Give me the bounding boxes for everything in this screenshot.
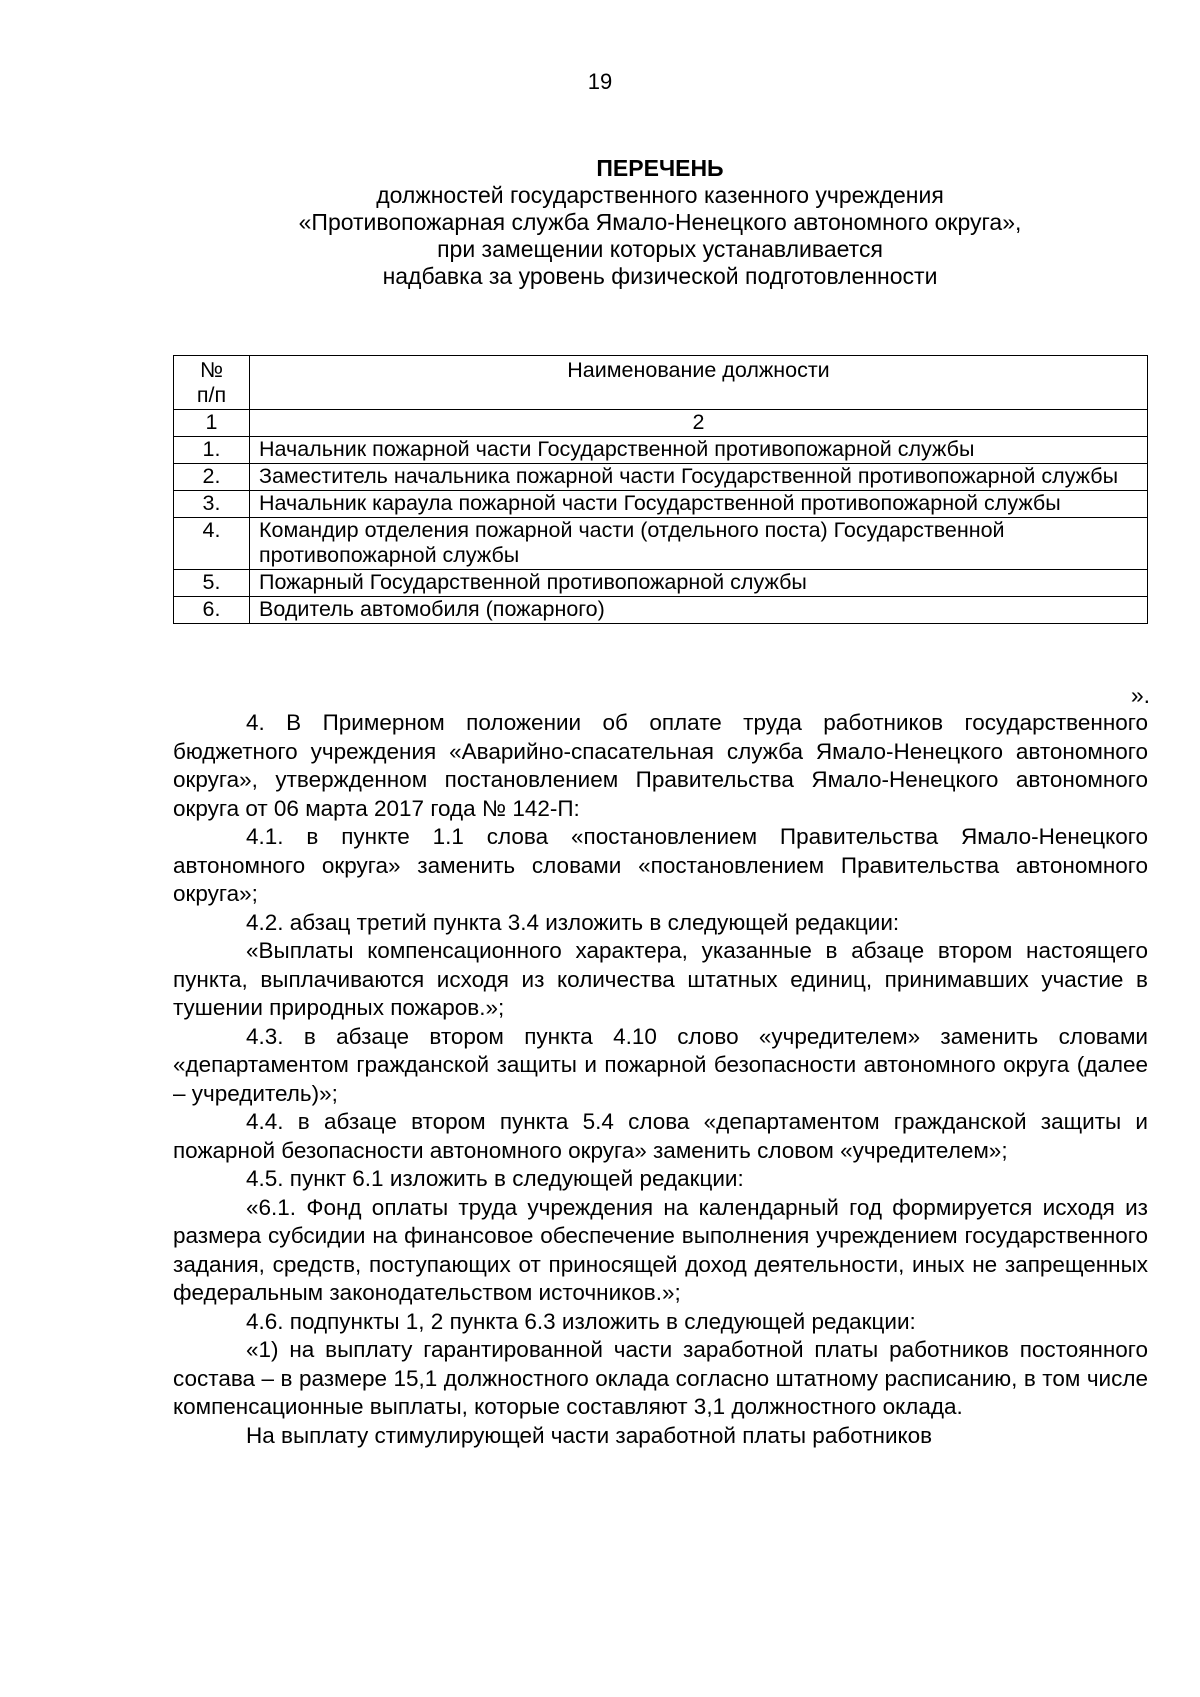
position-name: Командир отделения пожарной части (отдельного поста) Государственной противопожарной службы: [250, 518, 1148, 570]
header-num-cell: [174, 356, 250, 410]
paragraph: 4. В Примерном положении об оплате труда работников государственного бюджетного учреждения «Аварийно-спасательная служба Ямало-Ненецкого автономного округа», утвержденном постановлением Правительства Ямало-Ненецкого автономного округа от 06 марта 2017 года № 142-П:: [173, 710, 1148, 821]
paragraph: 4.3. в абзаце втором пункта 4.10 слово «учредителем» заменить словами «департаментом гражданской защиты и пожарной безопасности автономного округа (далее – учредитель)»;: [173, 1023, 1148, 1106]
paragraph: На выплату стимулирующей части заработной платы работников: [246, 1422, 933, 1448]
paragraph: «Выплаты компенсационного характера, указанные в абзаце втором настоящего пункта, выплачиваются исходя из количества штатных единиц, принимавших участие в тушении природных пожаров.»;: [173, 938, 1148, 1020]
table-row: [174, 437, 1148, 464]
position-name: Начальник пожарной части Государственной противопожарной службы: [250, 437, 1148, 464]
heading-line: при замещении которых устанавливается: [437, 236, 883, 262]
position-name: Начальник караула пожарной части Государственной противопожарной службы: [250, 491, 1148, 518]
heading-line: должностей государственного казенного учреждения: [376, 182, 944, 208]
document-title: ПЕРЕЧЕНЬ: [596, 155, 724, 181]
position-name: Заместитель начальника пожарной части Государственной противопожарной службы: [250, 464, 1148, 491]
position-name: Водитель автомобиля (пожарного): [250, 597, 1148, 624]
table-index-row: [174, 410, 1148, 437]
paragraph: 4.4. в абзаце втором пункта 5.4 слова «департаментом гражданской защиты и пожарной безопасности автономного округа» заменить словом «учредителем»;: [173, 1109, 1148, 1163]
closing-quote: ».: [1130, 682, 1150, 708]
header-num-line: №: [199, 358, 224, 382]
paragraph: «6.1. Фонд оплаты труда учреждения на календарный год формируется исходя из размера субсидии на финансовое обеспечение выполнения учреждением государственного задания, средств, поступающих от приносящей доход деятельности, иных не запрещенных федеральным законодательством источников.»;: [173, 1194, 1148, 1305]
row-number: 2.: [174, 464, 250, 491]
body-text: [173, 709, 1148, 1450]
row-number: 1.: [174, 437, 250, 464]
row-number: 3.: [174, 491, 250, 518]
heading-line: «Противопожарная служба Ямало-Ненецкого автономного округа»,: [298, 209, 1022, 235]
paragraph: 4.5. пункт 6.1 изложить в следующей редакции:: [246, 1166, 744, 1191]
header-name-cell: Наименование должности: [250, 356, 1148, 410]
row-number: 4.: [174, 518, 250, 570]
table-row: [174, 464, 1148, 491]
paragraph: 4.6. подпункты 1, 2 пункта 6.3 изложить в следующей редакции:: [246, 1308, 916, 1334]
table-row: [174, 597, 1148, 624]
paragraph: «1) на выплату гарантированной части заработной платы работников постоянного состава – в размере 15,1 должностного оклада согласно штатному расписанию, в том числе компенсационные выплаты, которые составляют 3,1 должностного оклада.: [173, 1337, 1148, 1419]
row-number: 6.: [174, 597, 250, 624]
header-num-line: п/п: [196, 383, 227, 407]
table-row: [174, 491, 1148, 518]
table-row: [174, 570, 1148, 597]
table-row: [174, 518, 1148, 570]
table-header-row: [174, 356, 1148, 410]
index-cell: 1: [174, 410, 250, 437]
heading-line: надбавка за уровень физической подготовленности: [382, 263, 938, 289]
row-number: 5.: [174, 570, 250, 597]
paragraph: 4.1. в пункте 1.1 слова «постановлением Правительства Ямало-Ненецкого автономного округа» заменить словами «постановлением Правительства автономного округа»;: [173, 824, 1148, 906]
document-heading: [170, 155, 1150, 290]
paragraph: 4.2. абзац третий пункта 3.4 изложить в следующей редакции:: [246, 909, 900, 935]
position-name: Пожарный Государственной противопожарной службы: [250, 570, 1148, 597]
page-number: 19: [587, 69, 613, 94]
index-cell: 2: [250, 410, 1148, 437]
positions-table: [173, 355, 1148, 624]
